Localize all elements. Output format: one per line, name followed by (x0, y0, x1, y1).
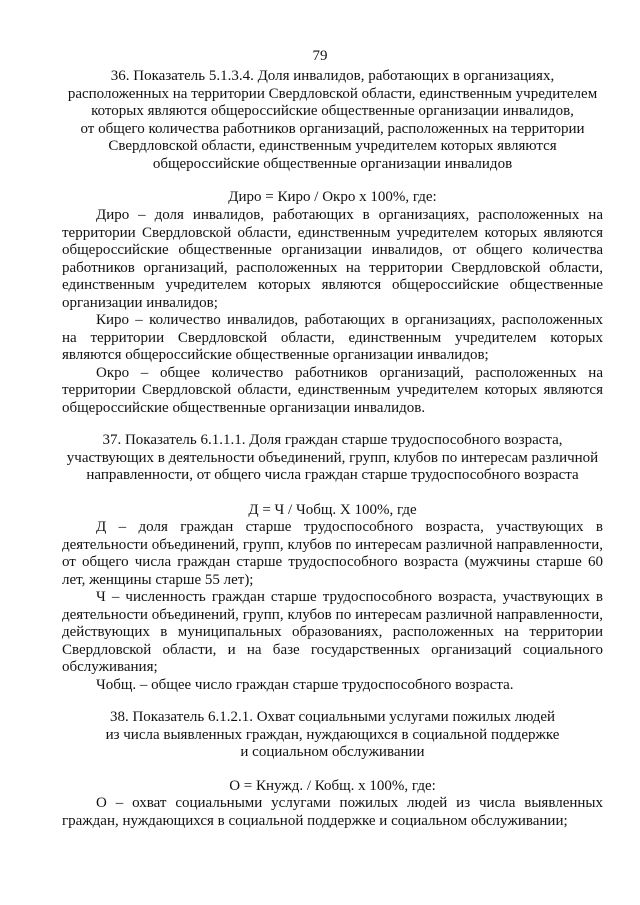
heading-line: участвующих в деятельности объединений, групп, клубов по интересам различной (66, 449, 599, 466)
heading-line: от общего количества работников организаций, расположенных на территории (80, 120, 585, 137)
definition-paragraph: Окро – общее количество работников организаций, расположенных на территории Свердловской области, единственным учредителем которых являются общероссийские общественные организации инвалидов. (62, 364, 603, 416)
heading-line: из числа выявленных граждан, нуждающихся в социальной поддержке (105, 726, 560, 743)
definition-paragraph: Киро – количество инвалидов, работающих в организациях, расположенных на территории Свердловской области, единственным учредителем которых являются общероссийские общественные организации инвалидов; (62, 312, 603, 363)
definition-paragraph: Диро – доля инвалидов, работающих в организациях, расположенных на территории Свердловской области, единственным учредителем которых являются общероссийские общественные организации инвалидов, от общего количества работников организаций, расположенных на территории Свердловской области, единственным учредителем которых являются общероссийские общественные организации инвалидов; (62, 207, 603, 311)
section-36-definitions (62, 207, 603, 417)
heading-line: расположенных на территории Свердловской области, единственным учредителем (67, 85, 598, 102)
section-38-heading (62, 709, 603, 762)
section-37-heading (62, 432, 603, 485)
definition-paragraph: О – охват социальными услугами пожилых людей из числа выявленных граждан, нуждающихся в социальной поддержке и социальном обслуживании; (62, 795, 603, 829)
section-37-definitions (62, 519, 603, 694)
definition-paragraph: Ч – численность граждан старше трудоспособного возраста, участвующих в деятельности объединений, групп, клубов по интересам различной направленности, действующих в муниципальных образованиях, расположенных на территории Свердловской области, и на базе государственных организаций социального обслуживания; (62, 589, 603, 675)
heading-line: Свердловской области, единственным учредителем которых являются (108, 138, 557, 154)
page-number: 79 (312, 48, 328, 64)
heading-line: 38. Показатель 6.1.2.1. Охват социальными услугами пожилых людей (109, 709, 556, 725)
definition-paragraph: Чобщ. – общее число граждан старше трудоспособного возраста. (96, 676, 514, 693)
heading-line: которых являются общероссийские общественные организации инвалидов, (91, 103, 574, 119)
section-36-heading (62, 68, 603, 173)
heading-line: 36. Показатель 5.1.3.4. Доля инвалидов, работающих в организациях, (110, 68, 555, 84)
heading-line: общероссийские общественные организации инвалидов (152, 155, 513, 172)
heading-line: и социальном обслуживании (240, 744, 425, 760)
section-38-formula: О = Кнужд. / Кобщ. х 100%, где: (229, 778, 436, 794)
section-38-definitions (62, 795, 603, 830)
heading-line: 37. Показатель 6.1.1.1. Доля граждан старше трудоспособного возраста, (102, 432, 563, 448)
section-36-formula: Диро = Киро / Окро х 100%, где: (228, 189, 437, 205)
section-37-formula: Д = Ч / Чобщ. Х 100%, где (248, 502, 417, 518)
heading-line: направленности, от общего числа граждан старше трудоспособного возраста (86, 467, 579, 483)
definition-paragraph: Д – доля граждан старше трудоспособного возраста, участвующих в деятельности объединений, групп, клубов по интересам различной направленности, от общего числа граждан старше трудоспособного возраста (мужчины старше 60 лет, женщины старше 55 лет); (62, 519, 603, 588)
